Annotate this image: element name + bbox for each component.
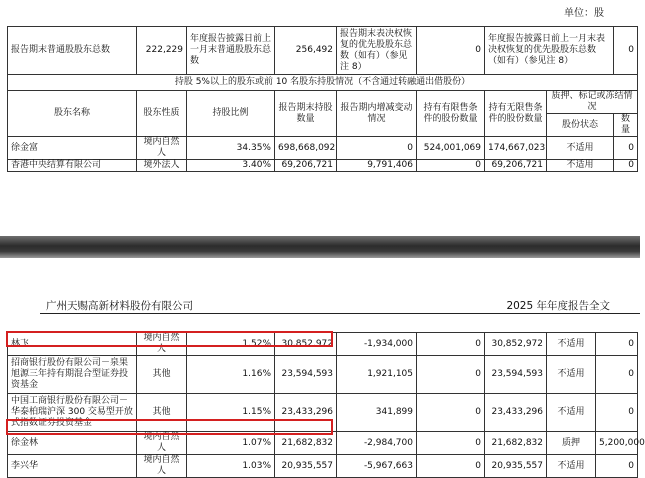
cell-status: 不适用 [547, 333, 596, 356]
cell-nature: 境外法人 [137, 160, 187, 172]
cell-name: 招商银行股份有限公司－泉果旭源三年持有期混合型证券投资基金 [8, 356, 137, 394]
cell-period-end: 69,206,721 [275, 160, 337, 172]
cell-qty: 0 [596, 455, 638, 478]
page-break-band [0, 236, 640, 258]
page-header-rule [40, 313, 640, 314]
cell-ratio: 1.07% [187, 432, 275, 455]
cell-restricted: 0 [417, 356, 485, 394]
cell-qty: 0 [596, 356, 638, 394]
cell-ratio: 1.16% [187, 356, 275, 394]
cell-ratio: 3.40% [187, 160, 275, 172]
cell-period-end: 23,433,296 [275, 394, 337, 432]
cell-qty: 0 [614, 160, 638, 172]
cell-qty: 0 [596, 333, 638, 356]
cell-name: 李兴华 [8, 455, 137, 478]
table-row [8, 137, 638, 160]
header-period-end: 报告期末持股数量 [275, 91, 337, 137]
header-restricted: 持有有限售条件的股份数量 [417, 91, 485, 137]
cell-status: 不适用 [547, 455, 596, 478]
cell-name: 香港中央结算有限公司 [8, 160, 137, 172]
table-row [8, 160, 638, 172]
cell-status: 质押 [547, 432, 596, 455]
cell-unrestricted: 20,935,557 [485, 455, 547, 478]
cell-nature: 境内自然人 [137, 137, 187, 160]
cell-nature: 境内自然人 [137, 455, 187, 478]
cell-unrestricted: 23,594,593 [485, 356, 547, 394]
cell-restricted: 0 [417, 160, 485, 172]
header-unrestricted: 持有无限售条件的股份数量 [485, 91, 547, 137]
cell-change: -2,984,700 [337, 432, 417, 455]
cell-change: 0 [337, 137, 417, 160]
cell-status: 不适用 [547, 160, 614, 172]
cell-qty: 0 [596, 394, 638, 432]
page-header-company: 广州天赐高新材料股份有限公司 [46, 300, 193, 312]
cell-period-end: 20,935,557 [275, 455, 337, 478]
summary-value-preferred-prev: 0 [614, 27, 638, 75]
cell-name: 中国工商银行股份有限公司－华泰柏瑞沪深 300 交易型开放式指数证券投资基金 [8, 394, 137, 432]
cell-name: 徐金林 [8, 432, 137, 455]
summary-label-preferred-prev: 年度报告披露日前上一月末表决权恢复的优先股股东总数（如有）（参见注 8） [485, 27, 614, 75]
shareholder-table-bottom [7, 332, 645, 478]
cell-restricted: 0 [417, 333, 485, 356]
table-row [8, 432, 638, 455]
cell-change: 1,921,105 [337, 356, 417, 394]
header-quantity: 数量 [614, 114, 638, 137]
header-status: 股份状态 [547, 114, 614, 137]
page-header-title: 2025 年年度报告全文 [506, 300, 610, 312]
table-row [8, 394, 638, 432]
cell-status: 不适用 [547, 356, 596, 394]
cell-period-end: 23,594,593 [275, 356, 337, 394]
cell-period-end: 698,668,092 [275, 137, 337, 160]
table-row [8, 333, 638, 356]
cell-status: 不适用 [547, 137, 614, 160]
cell-unrestricted: 69,206,721 [485, 160, 547, 172]
cell-name: 林飞 [8, 333, 137, 356]
cell-change: 341,899 [337, 394, 417, 432]
cell-ratio: 34.35% [187, 137, 275, 160]
shareholder-table-top [7, 26, 638, 172]
table-row [8, 455, 638, 478]
cell-ratio: 1.03% [187, 455, 275, 478]
cell-change: -1,934,000 [337, 333, 417, 356]
summary-label-total: 报告期末普通股股东总数 [8, 27, 137, 75]
header-change: 报告期内增减变动情况 [337, 91, 417, 137]
section-title-row [8, 75, 638, 91]
cell-status: 不适用 [547, 394, 596, 432]
cell-unrestricted: 23,433,296 [485, 394, 547, 432]
cell-period-end: 30,852,972 [275, 333, 337, 356]
cell-unrestricted: 21,682,832 [485, 432, 547, 455]
cell-ratio: 1.15% [187, 394, 275, 432]
cell-change: -5,967,663 [337, 455, 417, 478]
cell-unrestricted: 174,667,023 [485, 137, 547, 160]
header-name: 股东名称 [8, 91, 137, 137]
summary-value-prev-month: 256,492 [275, 27, 337, 75]
cell-nature: 其他 [137, 356, 187, 394]
summary-label-preferred: 报告期末表决权恢复的优先股股东总数（如有）（参见注 8） [337, 27, 417, 75]
cell-restricted: 0 [417, 455, 485, 478]
cell-unrestricted: 30,852,972 [485, 333, 547, 356]
cell-period-end: 21,682,832 [275, 432, 337, 455]
summary-value-total: 222,229 [137, 27, 187, 75]
header-row-1 [8, 91, 638, 114]
cell-nature: 其他 [137, 394, 187, 432]
cell-change: 9,791,406 [337, 160, 417, 172]
cell-name: 徐金富 [8, 137, 137, 160]
cell-nature: 境内自然人 [137, 333, 187, 356]
cell-restricted: 524,001,069 [417, 137, 485, 160]
section-title: 持股 5%以上的股东或前 10 名股东持股情况（不含通过转融通出借股份） [8, 75, 638, 91]
summary-row [8, 27, 638, 75]
cell-nature: 境内自然人 [137, 432, 187, 455]
summary-label-prev-month: 年度报告披露日前上一月末普通股股东总数 [187, 27, 275, 75]
table-row [8, 356, 638, 394]
header-pledge-group: 质押、标记或冻结情况 [547, 91, 638, 114]
cell-qty: 5,200,000 [596, 432, 638, 455]
cell-ratio: 1.52% [187, 333, 275, 356]
cell-qty: 0 [614, 137, 638, 160]
summary-value-preferred: 0 [417, 27, 485, 75]
header-nature: 股东性质 [137, 91, 187, 137]
header-ratio: 持股比例 [187, 91, 275, 137]
unit-label: 单位：股 [564, 8, 604, 19]
cell-restricted: 0 [417, 394, 485, 432]
cell-restricted: 0 [417, 432, 485, 455]
